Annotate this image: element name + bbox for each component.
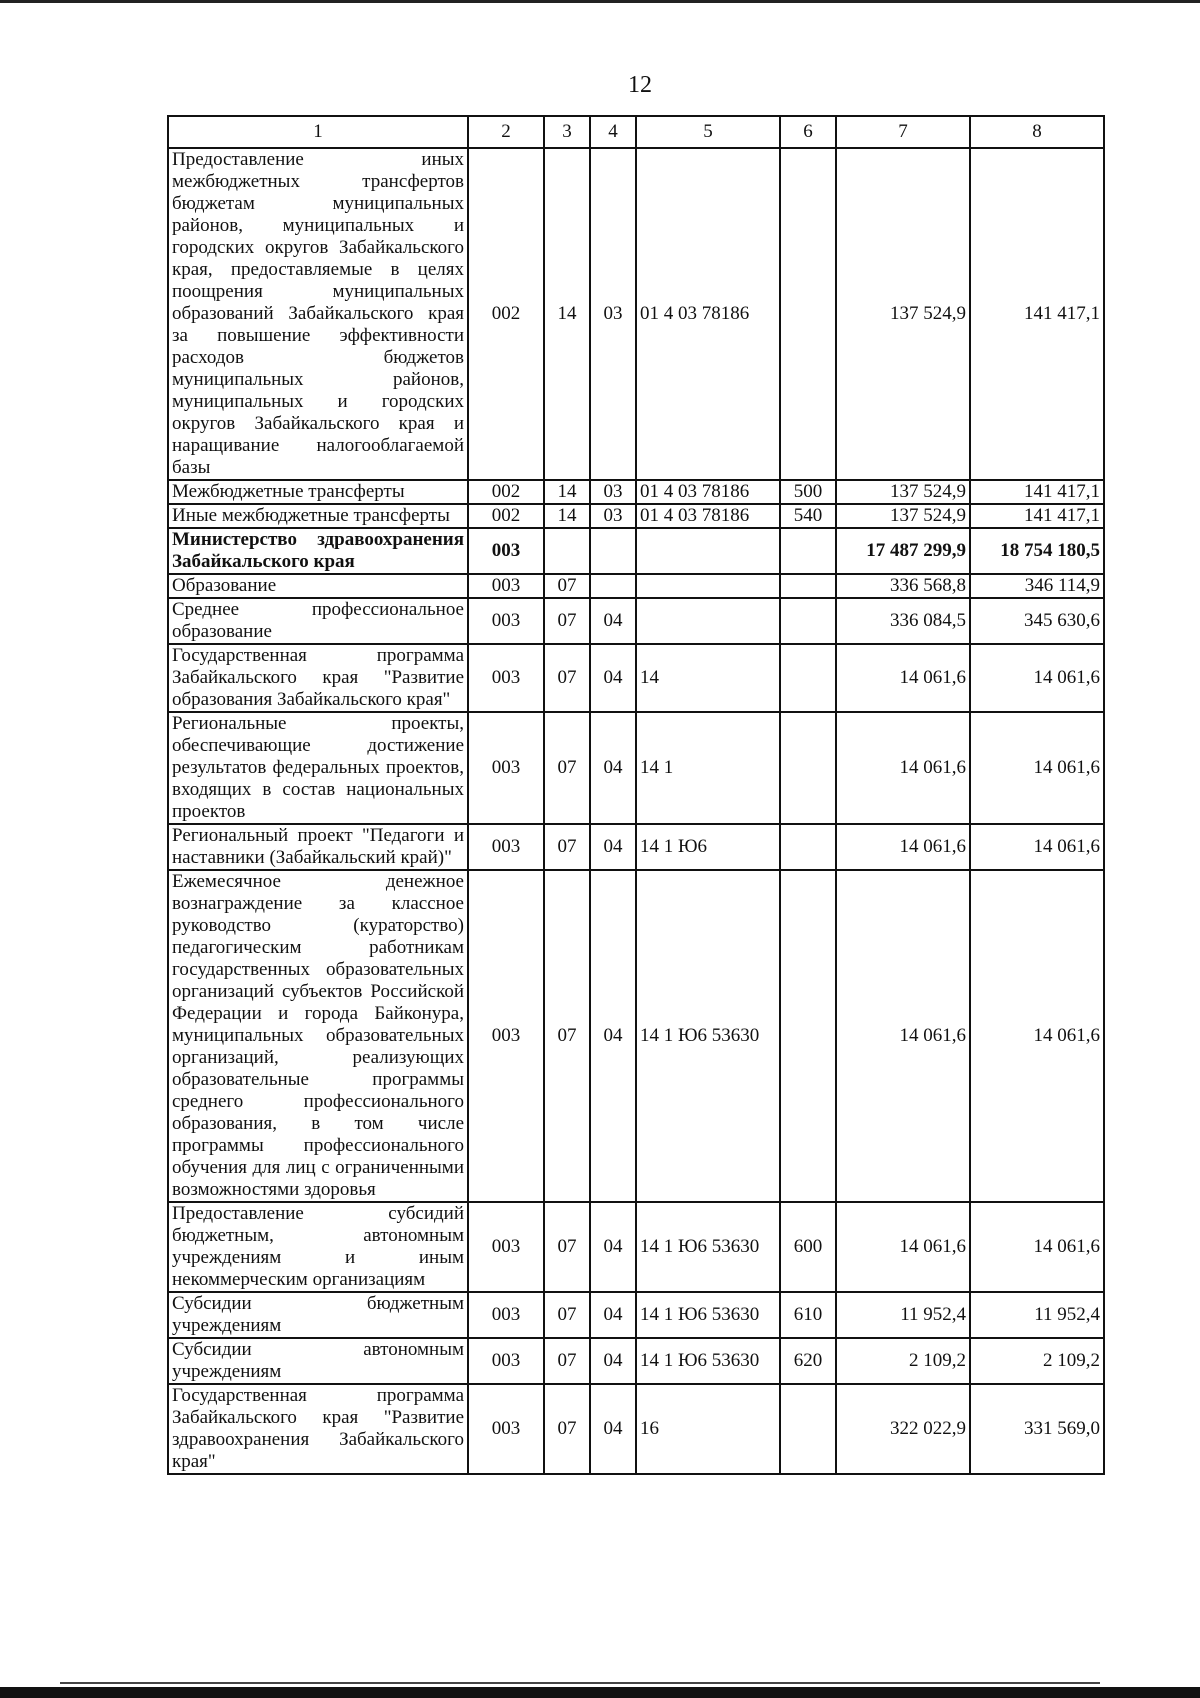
section-code: 14: [544, 148, 590, 480]
table-row: [168, 598, 1104, 644]
table-row: [168, 528, 1104, 574]
target-article-code: 14: [636, 644, 780, 712]
amount-col7: 14 061,6: [836, 824, 970, 870]
amount-col7: 14 061,6: [836, 870, 970, 1202]
subsection-code: 04: [590, 1292, 636, 1338]
section-code: 07: [544, 1292, 590, 1338]
target-article-code: 16: [636, 1384, 780, 1474]
amount-col7: 11 952,4: [836, 1292, 970, 1338]
amount-col7: 137 524,9: [836, 480, 970, 504]
target-article-code: 14 1 Ю6 53630: [636, 870, 780, 1202]
expense-type-code: 540: [780, 504, 836, 528]
ministry-code: 003: [468, 712, 544, 824]
target-article-code: 14 1 Ю6 53630: [636, 1338, 780, 1384]
expense-type-code: [780, 598, 836, 644]
ministry-code: 003: [468, 870, 544, 1202]
section-code: 07: [544, 644, 590, 712]
section-code: 07: [544, 870, 590, 1202]
table-row: [168, 644, 1104, 712]
target-article-code: [636, 528, 780, 574]
target-article-code: 01 4 03 78186: [636, 148, 780, 480]
target-article-code: 14 1: [636, 712, 780, 824]
expense-type-code: 500: [780, 480, 836, 504]
target-article-code: 01 4 03 78186: [636, 480, 780, 504]
section-code: 07: [544, 1202, 590, 1292]
subsection-code: [590, 528, 636, 574]
row-name: Региональный проект "Педагоги и наставники (Забайкальский край)": [168, 824, 468, 870]
subsection-code: 04: [590, 1202, 636, 1292]
amount-col8: 14 061,6: [970, 824, 1104, 870]
subsection-code: 04: [590, 824, 636, 870]
subsection-code: 03: [590, 148, 636, 480]
expense-type-code: 610: [780, 1292, 836, 1338]
ministry-code: 002: [468, 148, 544, 480]
column-header: 6: [780, 116, 836, 148]
table-row: [168, 1338, 1104, 1384]
row-name: Межбюджетные трансферты: [168, 480, 468, 504]
amount-col7: 137 524,9: [836, 148, 970, 480]
row-name: Государственная программа Забайкальского края "Развитие здравоохранения Забайкальского края": [168, 1384, 468, 1474]
expense-type-code: [780, 1384, 836, 1474]
row-name: Образование: [168, 574, 468, 598]
ministry-code: 003: [468, 598, 544, 644]
amount-col7: 2 109,2: [836, 1338, 970, 1384]
subsection-code: 04: [590, 598, 636, 644]
expense-type-code: [780, 528, 836, 574]
table-row: [168, 148, 1104, 480]
table-row: [168, 504, 1104, 528]
row-name: Среднее профессиональное образование: [168, 598, 468, 644]
ministry-code: 002: [468, 480, 544, 504]
expense-type-code: [780, 712, 836, 824]
expense-type-code: 600: [780, 1202, 836, 1292]
amount-col7: 336 568,8: [836, 574, 970, 598]
column-header: 3: [544, 116, 590, 148]
scan-edge-top: [0, 0, 1200, 3]
section-code: 07: [544, 1338, 590, 1384]
row-name: Предоставление субсидий бюджетным, автономным учреждениям и иным некоммерческим организациям: [168, 1202, 468, 1292]
ministry-code: 003: [468, 574, 544, 598]
target-article-code: 14 1 Ю6: [636, 824, 780, 870]
row-name: Ежемесячное денежное вознаграждение за классное руководство (кураторство) педагогическим работникам государственных образовательных организаций субъектов Российской Федерации и города Байконура, муниципальных образовательных организаций, реализующих образовательные программы среднего профессионального образования, в том числе программы профессионального обучения для лиц с ограниченными возможностями здоровья: [168, 870, 468, 1202]
amount-col7: 137 524,9: [836, 504, 970, 528]
section-code: 07: [544, 824, 590, 870]
amount-col7: 14 061,6: [836, 1202, 970, 1292]
table-row: [168, 1292, 1104, 1338]
section-code: [544, 528, 590, 574]
section-code: 07: [544, 1384, 590, 1474]
expense-type-code: [780, 870, 836, 1202]
amount-col8: 331 569,0: [970, 1384, 1104, 1474]
amount-col8: 11 952,4: [970, 1292, 1104, 1338]
amount-col8: 14 061,6: [970, 1202, 1104, 1292]
ministry-code: 003: [468, 1338, 544, 1384]
page-number: 12: [628, 72, 652, 98]
column-header: 7: [836, 116, 970, 148]
table-row: [168, 870, 1104, 1202]
column-header: 8: [970, 116, 1104, 148]
row-name: Иные межбюджетные трансферты: [168, 504, 468, 528]
row-name: Предоставление иных межбюджетных трансфертов бюджетам муниципальных районов, муниципальных и городских округов Забайкальского края, предоставляемые в целях поощрения муниципальных образований Забайкальского края за повышение эффективности расходов бюджетов муниципальных районов, муниципальных и городских округов Забайкальского края и наращивание налогооблагаемой базы: [168, 148, 468, 480]
row-name: Региональные проекты, обеспечивающие достижение результатов федеральных проектов, входящих в состав национальных проектов: [168, 712, 468, 824]
section-code: 07: [544, 574, 590, 598]
amount-col7: 17 487 299,9: [836, 528, 970, 574]
expense-type-code: 620: [780, 1338, 836, 1384]
target-article-code: 14 1 Ю6 53630: [636, 1202, 780, 1292]
subsection-code: 04: [590, 1384, 636, 1474]
expense-type-code: [780, 148, 836, 480]
subsection-code: 03: [590, 504, 636, 528]
amount-col8: 14 061,6: [970, 644, 1104, 712]
amount-col8: 141 417,1: [970, 148, 1104, 480]
ministry-code: 003: [468, 528, 544, 574]
row-name: Министерство здравоохранения Забайкальского края: [168, 528, 468, 574]
amount-col7: 14 061,6: [836, 712, 970, 824]
table-row: [168, 574, 1104, 598]
ministry-code: 002: [468, 504, 544, 528]
scan-edge-bottom: [0, 1687, 1200, 1698]
ministry-code: 003: [468, 1292, 544, 1338]
table-row: [168, 480, 1104, 504]
table-row: [168, 1384, 1104, 1474]
amount-col7: 336 084,5: [836, 598, 970, 644]
amount-col8: 141 417,1: [970, 480, 1104, 504]
target-article-code: [636, 574, 780, 598]
row-name: Субсидии бюджетным учреждениям: [168, 1292, 468, 1338]
subsection-code: 04: [590, 870, 636, 1202]
table-row: [168, 824, 1104, 870]
section-code: 14: [544, 480, 590, 504]
subsection-code: 03: [590, 480, 636, 504]
column-header: 1: [168, 116, 468, 148]
ministry-code: 003: [468, 1384, 544, 1474]
ministry-code: 003: [468, 1202, 544, 1292]
target-article-code: [636, 598, 780, 644]
section-code: 07: [544, 712, 590, 824]
section-code: 07: [544, 598, 590, 644]
row-name: Государственная программа Забайкальского края "Развитие образования Забайкальского края": [168, 644, 468, 712]
target-article-code: 14 1 Ю6 53630: [636, 1292, 780, 1338]
ministry-code: 003: [468, 824, 544, 870]
row-name: Субсидии автономным учреждениям: [168, 1338, 468, 1384]
amount-col8: 18 754 180,5: [970, 528, 1104, 574]
column-header: 5: [636, 116, 780, 148]
amount-col8: 141 417,1: [970, 504, 1104, 528]
amount-col8: 346 114,9: [970, 574, 1104, 598]
budget-table: [167, 115, 1105, 1475]
column-header: 2: [468, 116, 544, 148]
table-row: [168, 1202, 1104, 1292]
expense-type-code: [780, 574, 836, 598]
table-header-row: [168, 116, 1104, 148]
ministry-code: 003: [468, 644, 544, 712]
table-row: [168, 712, 1104, 824]
subsection-code: [590, 574, 636, 598]
target-article-code: 01 4 03 78186: [636, 504, 780, 528]
subsection-code: 04: [590, 1338, 636, 1384]
expense-type-code: [780, 644, 836, 712]
amount-col7: 322 022,9: [836, 1384, 970, 1474]
amount-col8: 14 061,6: [970, 870, 1104, 1202]
expense-type-code: [780, 824, 836, 870]
scan-edge-bottom-line: [60, 1682, 1100, 1684]
amount-col8: 14 061,6: [970, 712, 1104, 824]
amount-col7: 14 061,6: [836, 644, 970, 712]
subsection-code: 04: [590, 712, 636, 824]
section-code: 14: [544, 504, 590, 528]
subsection-code: 04: [590, 644, 636, 712]
amount-col8: 2 109,2: [970, 1338, 1104, 1384]
amount-col8: 345 630,6: [970, 598, 1104, 644]
column-header: 4: [590, 116, 636, 148]
